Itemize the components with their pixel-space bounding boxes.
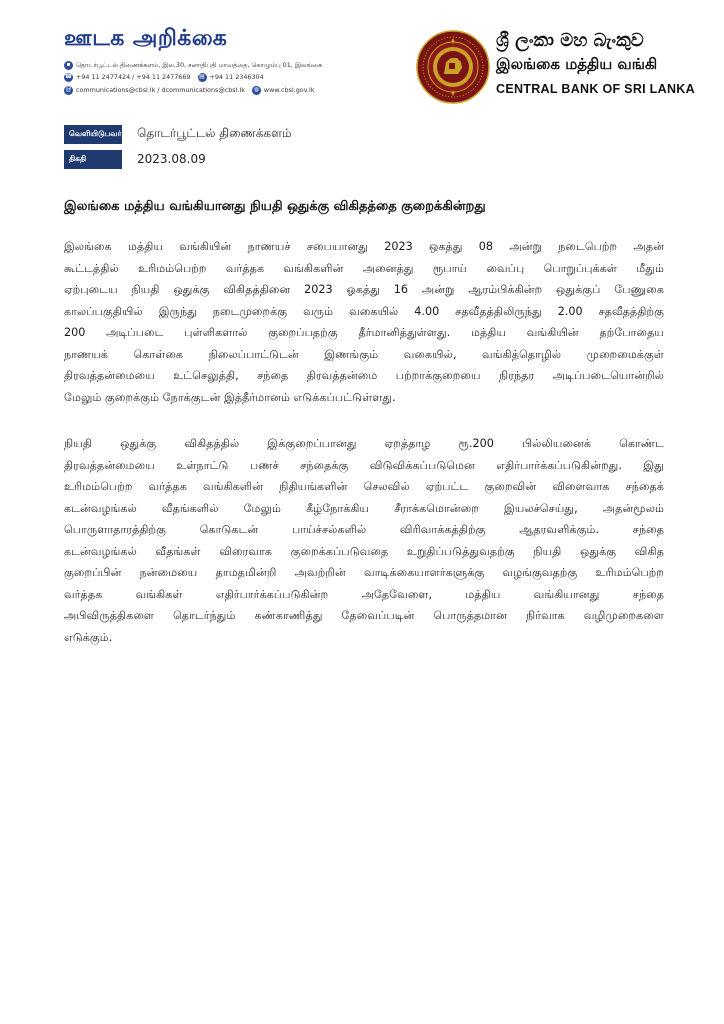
- paragraph-line: நியதி ஒதுக்கு விகிதத்தில் இக்குறைப்பானது ஏறத்தாழ ரூ.200 பில்லியனைக் கொண்ட: [64, 437, 664, 450]
- paragraph-line: திரவத்தன்மையை உள்நாட்டு பணச் சந்தைக்கு விடுவிக்கப்படுமென எதிர்பார்க்கப்படுகின்றது. இது: [64, 458, 664, 472]
- paragraph-line: 200 அடிப்படை புள்ளிகளால் குறைப்பதற்கு தீர்மானித்துள்ளது. மத்திய வங்கியின் தற்போதைய: [64, 326, 664, 339]
- paragraph-line: பொருளாதாரத்திற்கு கொடுகடன் பாய்ச்சல்களில் விரிவாக்கத்திற்கு ஆதரவளிக்கும். சந்தை: [64, 523, 664, 536]
- date-value: 2023.08.09: [137, 152, 206, 166]
- paragraph-line: காலப்பகுதியில் இருந்து நடைமுறைக்கு வரும் வகையில் 4.00 சதவீதத்திலிருந்து 2.00 சதவீதத்திற்கு: [64, 304, 664, 318]
- date-label: திகதி: [64, 150, 122, 169]
- paragraph-line: அபிவிருத்திகளை தொடர்ந்தும் கண்காணித்து தேவைப்படின் பொருத்தமான நிர்வாக வழிமுறைகளை: [64, 609, 664, 622]
- headline: இலங்கை மத்திய வங்கியானது நியதி ஒதுக்கு விகிதத்தை குறைக்கின்றது: [64, 199, 486, 214]
- press-release-title: ஊடக அறிக்கை: [64, 26, 228, 51]
- phone-icon: ☎: [64, 73, 73, 80]
- paragraph-line: எடுக்கும்.: [64, 630, 113, 644]
- masthead: [0, 0, 724, 108]
- issued-by-label: வெளியிடுபவர்: [64, 125, 122, 144]
- paragraph-line: உரிமம்பெற்ற வர்த்தக வங்கிகளின் நிதியங்களின் செலவில் ஏற்பட்ட குறைவின் விளைவாக சந்தைக்: [64, 480, 664, 493]
- phone-text: +94 11 2477424 / +94 11 2477669: [76, 73, 191, 81]
- bank-name-tamil: இலங்கை மத்திய வங்கி: [496, 55, 658, 73]
- issued-by-row: [64, 124, 292, 144]
- paragraph-line: இலங்கை மத்திய வங்கியின் நாணயச் சபையானது 2023 ஒகத்து 08 அன்று நடைபெற்ற அதன்: [64, 240, 664, 253]
- address-text: தொடர்பூட்டல் திணைக்களம், இல.30, சனாதிபதி மாவத்தை, கொழும்பு 01, இலங்கை: [76, 61, 323, 69]
- cbsl-seal-icon: [416, 30, 490, 104]
- building-icon: ▪: [64, 61, 73, 70]
- paragraph-line: நாணயக் கொள்கை நிலைப்பாட்டுடன் இணங்கும் வகையில், வங்கித்தொழில் முறைமைக்குள்: [64, 347, 664, 361]
- paragraph-line: ஏற்புடைய நியதி ஒதுக்கு விகிதத்தினை 2023 ஓகத்து 16 அன்று ஆரம்பிக்கின்ற ஒதுக்குப் பேணுகை: [64, 283, 664, 296]
- date-row: [64, 149, 292, 169]
- contact-email: [64, 85, 315, 95]
- bank-name-english: CENTRAL BANK OF SRI LANKA: [496, 82, 695, 96]
- fax-text: +94 11 2346304: [209, 73, 264, 81]
- bank-name-sinhala: ශ්‍රී ලංකා මහ බැංකුව: [496, 30, 644, 51]
- contact-address: [64, 60, 322, 70]
- at-sign-icon: @: [65, 86, 72, 93]
- paragraph-line: குறைப்பின் நன்மையை தாமதமின்றி அவற்றின் வாடிக்கையாளர்களுக்கு வழங்குவதற்கு உரிமம்பெற்ற: [64, 566, 664, 579]
- globe-icon: ◍: [253, 86, 260, 93]
- paragraph-2: [64, 433, 664, 648]
- paragraph-line: மேலும் குறைக்கும் நோக்குடன் இத்தீர்மானம் எடுக்கப்பட்டுள்ளது.: [64, 390, 396, 404]
- paragraph-line: வர்த்தக வங்கிகள் எதிர்பார்க்கப்படுகின்ற அதேவேளை, மத்திய வங்கியானது சந்தை: [64, 587, 664, 601]
- paragraph-line: கூட்டத்தில் உரிமம்பெற்ற வர்த்தக வங்கிகளின் அனைத்து ரூபாய் வைப்பு பொறுப்புக்கள் மீதும்: [64, 261, 664, 275]
- paragraph-1: [64, 236, 664, 408]
- fax-icon: ▤: [199, 73, 205, 80]
- paragraph-line: திரவத்தன்மையை உட்செலுத்தி, சந்தை திரவத்தன்மை பற்றாக்குறையை நிரந்தர அடிப்படையொன்றில்: [64, 369, 664, 382]
- email-text[interactable]: communications@cbsl.lk / dcommunications@cbsl.lk: [76, 86, 245, 94]
- paragraph-line: கடன்வழங்கல் வீதங்கள் விரைவாக குறைக்கப்படுவதை உறுதிப்படுத்துவதற்கு நியதி ஒதுக்கு விகித: [64, 544, 664, 558]
- release-meta: [64, 124, 292, 174]
- issued-by-value: தொடர்பூட்டல் திணைக்களம்: [137, 126, 292, 140]
- contact-phone: [64, 72, 264, 82]
- paragraph-line: கடன்வழங்கல் வீதங்களில் மேலும் கீழ்நோக்கிய சீராக்கமொன்றை இயலச்செய்து, அதன்மூலம்: [64, 501, 664, 515]
- website-text[interactable]: www.cbsl.gov.lk: [263, 86, 315, 94]
